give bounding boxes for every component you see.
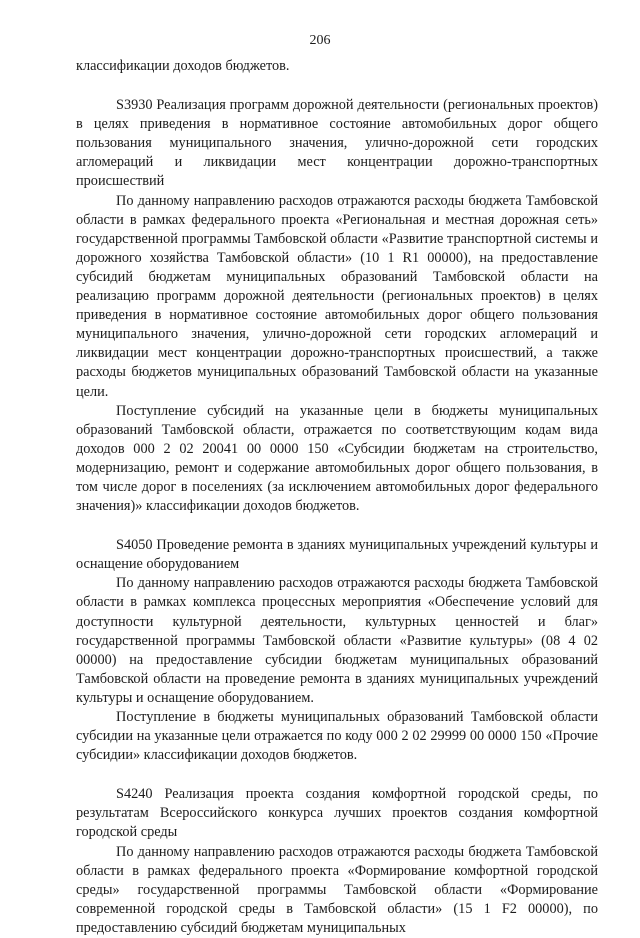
section-income-s3930: Поступление субсидий на указанные цели в бюджеты муниципальных образований Тамбовской области, отражается по соответствующим кодам вида доходов 000 2 02 20041 00 0000 150 «Субсидии бюджетам на строительство, модернизацию, ремонт и содержание автомобильных дорог общего пользования, в том числе дорог в поселениях (за исключением автомобильных дорог федерального значения)» классификации доходов бюджетов. [76, 402, 598, 515]
section-description-s4240: По данному направлению расходов отражаются расходы бюджета Тамбовской области в рамках федерального проекта «Формирование комфортной городской среды» государственной программы Тамбовской области «Формирование современной городской среды в Тамбовской области» (15 1 F2 00000), по предоставлению субсидий бюджетам муниципальных [76, 843, 598, 936]
paragraph-gap [76, 765, 598, 785]
section-income-s4050: Поступление в бюджеты муниципальных образований Тамбовской области субсидии на указанные цели отражается по коду 000 2 02 29999 00 0000 150 «Прочие субсидии» классификации доходов бюджетов. [76, 709, 598, 764]
section-description-s4050: По данному направлению расходов отражаются расходы бюджета Тамбовской области в рамках комплекса процессных мероприятия «Обеспечение условий для доступности культурной деятельности, культурных ценностей и благ» государственной программы Тамбовской области «Развитие культуры» (08 4 02 00000) на предоставление субсидии бюджетам муниципальных образований Тамбовской области на проведение ремонта в зданиях муниципальных учреждений культуры и оснащение оборудованием. [76, 575, 598, 706]
section-description-s3930: По данному направлению расходов отражаются расходы бюджета Тамбовской области в рамках федерального проекта «Региональная и местная дорожная сеть» государственной программы Тамбовской области «Развитие транспортной системы и дорожного хозяйства Тамбовской области» (10 1 R1 00000), на предоставление субсидий бюджетам муниципальных образований Тамбовской области на реализацию программ дорожной деятельности (региональных проектов) в целях приведения в нормативное состояние автомобильных дорог общего пользования муниципального значения, улично-дорожной сети городских агломераций и ликвидации мест концентрации дорожно-транспортных происшествий, а также расходы бюджетов муниципальных образований Тамбовской области на указанные цели. [76, 192, 598, 400]
page-number: 206 [309, 33, 331, 48]
section-heading-s4050: S4050 Проведение ремонта в зданиях муниципальных учреждений культуры и оснащение оборудованием [76, 537, 598, 573]
paragraph-continuation: классификации доходов бюджетов. [76, 58, 290, 74]
section-heading-s4240: S4240 Реализация проекта создания комфортной городской среды, по результатам Всероссийского конкурса лучших проектов создания комфортной городской среды [76, 786, 598, 841]
paragraph-gap [76, 516, 598, 536]
document-body [76, 57, 598, 938]
paragraph-gap [76, 76, 598, 96]
section-heading-s3930: S3930 Реализация программ дорожной деятельности (региональных проектов) в целях приведения в нормативное состояние автомобильных дорог общего пользования муниципального значения, улично-дорожной сети городских агломераций и ликвидации мест концентрации дорожно-транспортных происшествий [76, 97, 598, 190]
